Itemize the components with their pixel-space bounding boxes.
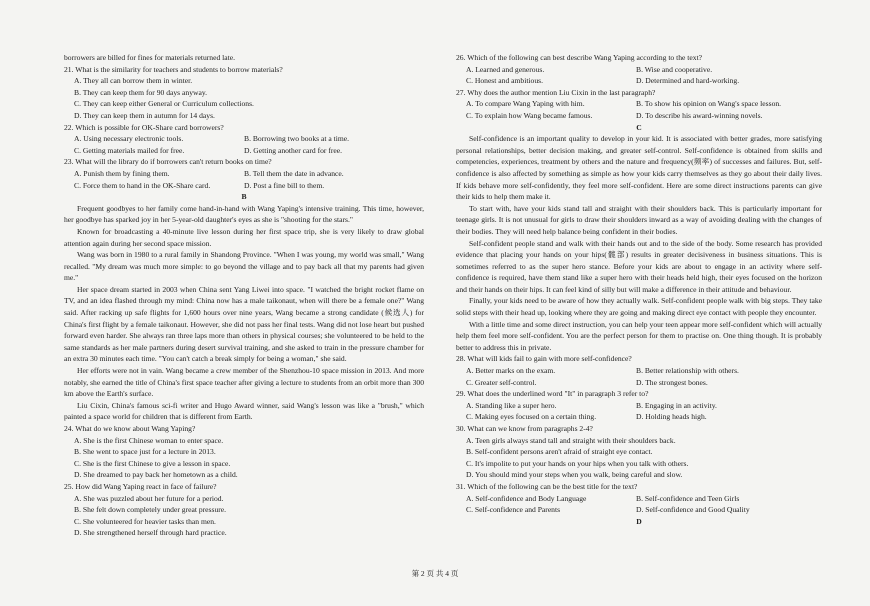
option-29b: B. Engaging in an activity. bbox=[636, 400, 717, 410]
option-29c: C. Making eyes focused on a certain thing. bbox=[466, 412, 597, 422]
option-23b: B. Tell them the date in advance. bbox=[244, 168, 344, 178]
option-21c: C. They can keep either General or Curriculum collections. bbox=[74, 99, 254, 109]
options-29-row2 bbox=[456, 411, 822, 423]
option-28b: B. Better relationship with others. bbox=[636, 366, 739, 376]
passage-b-paragraph-4: Her space dream started in 2003 when China sent Yang Liwei into space. "I watched the bright rocket flame on TV, and an idea flashed through my mind: China now has a male taikonaut, when will there be a female one?" Wang said. After racking up safe flights for 1,600 hours over nine years, Wang became a strong candidate (候选人) for China's first flight by a female taikonaut. However, she did not pass her final tests. Wang did not lose heart but pushed forward even harder. She always ran three laps more than others in physical courses; she volunteered to be held to the same standards as her male partners during desert survival training, and she asked to train in the pressure chamber for an extra 30 minutes each time. "You can't catch a break simply for being a woman," she said. bbox=[64, 284, 424, 364]
option-25a: A. She was puzzled about her future for a period. bbox=[74, 493, 224, 503]
options-27-row1 bbox=[456, 98, 822, 110]
lead-line: borrowers are billed for fines for materials returned late. bbox=[64, 53, 235, 62]
page-footer: 第 2 页 共 4 页 bbox=[411, 569, 459, 578]
option-23d: D. Post a fine bill to them. bbox=[244, 180, 325, 190]
passage-b-paragraph-6: Liu Cixin, China's famous sci-fi writer and Hugo Award winner, said Wang's lesson was like a "brush," which painted a space world for children that is different from Earth. bbox=[64, 400, 424, 422]
section-d-heading: D bbox=[636, 516, 642, 526]
option-27d: D. To describe his award-winning novels. bbox=[636, 110, 763, 120]
options-26-row1 bbox=[456, 64, 822, 76]
option-22b: B. Borrowing two books at a time. bbox=[244, 134, 350, 144]
options-26-row2 bbox=[456, 75, 822, 87]
option-22c: C. Getting materials mailed for free. bbox=[74, 145, 185, 155]
passage-c-paragraph-1: Self-confidence is an important quality to develop in your kid. It is associated with better grades, more satisfying personal relationships, better decision making, and greater self-control. Self-confidence is obtained from skills and competencies, experiences, treatment by others and the nature and frequency(频率) of successes and failures. But, self-confidence is also affected by something as simple as how your kids carry themselves as they go about their daily lives. If kids behave more self-confidently, they feel more self-confident. Here are some direct instructions parents can give their kids to help them make it. bbox=[456, 134, 822, 202]
passage-b-paragraph-3: Wang was born in 1980 to a rural family in Shandong Province. "When I was young, my world was small," Wang recalled. "My dream was much more simple: to go beyond the village and to pay back all that my parents had given me." bbox=[64, 250, 424, 283]
option-28a: A. Better marks on the exam. bbox=[466, 366, 556, 376]
options-22-row1 bbox=[64, 133, 424, 145]
option-26b: B. Wise and cooperative. bbox=[636, 64, 713, 74]
option-28c: C. Greater self-control. bbox=[466, 377, 537, 387]
option-26a: A. Learned and generous. bbox=[466, 64, 545, 74]
question-30-stem: 30. What can we know from paragraphs 2-4? bbox=[456, 424, 593, 433]
option-23a: A. Punish them by fining them. bbox=[74, 168, 170, 178]
section-c-heading: C bbox=[636, 122, 642, 132]
options-28-row1 bbox=[456, 365, 822, 377]
options-27-row2 bbox=[456, 110, 822, 122]
question-28-stem: 28. What will kids fail to gain with more self-confidence? bbox=[456, 354, 632, 364]
option-21a: A. They all can borrow them in winter. bbox=[74, 76, 193, 86]
option-31d: D. Self-confidence and Good Quality bbox=[636, 505, 750, 515]
passage-c-paragraph-4: Finally, your kids need to be aware of how they actually walk. Self-confident people walk with big steps. They take solid steps with their head up, looking where they are going and making direct eye contact with people they encounter. bbox=[456, 296, 822, 318]
option-23c: C. Force them to hand in the OK-Share card. bbox=[74, 180, 211, 190]
option-24d: D. She dreamed to pay back her hometown as a child. bbox=[74, 470, 238, 480]
option-24c: C. She is the first Chinese to give a lesson in space. bbox=[74, 458, 231, 468]
option-21d: D. They can keep them in autumn for 14 days. bbox=[74, 110, 215, 120]
question-22-stem: 22. Which is possible for OK-Share card borrowers? bbox=[64, 122, 224, 132]
passage-b-paragraph-2: Known for broadcasting a 40-minute live lesson during her first space trip, she is very likely to draw global attention again during her second space mission. bbox=[64, 226, 424, 248]
passage-b-paragraph-5: Her efforts were not in vain. Wang became a crew member of the Shenzhou-10 space mission in 2013. And more notably, she earned the title of China's first space teacher after giving a lecture to students from an orbit more than 300 km above the Earth's surface. bbox=[64, 366, 424, 399]
question-21-stem: 21. What is the similarity for teachers and students to borrow materials? bbox=[64, 64, 283, 74]
passage-c-paragraph-5: With a little time and some direct instruction, you can help your teen appear more self-confident which will actually help them feel more self-confident. You are the perfect person for them to practise on. One thing though. It is probably better to address this in private. bbox=[456, 319, 822, 352]
options-31-row1 bbox=[456, 493, 822, 505]
options-31-row2 bbox=[456, 504, 822, 516]
options-22-row2 bbox=[64, 145, 424, 157]
option-31c: C. Self-confidence and Parents bbox=[466, 505, 561, 515]
option-24b: B. She went to space just for a lecture in 2013. bbox=[74, 447, 216, 457]
question-29-stem: 29. What does the underlined word "It" in paragraph 3 refer to? bbox=[456, 389, 649, 399]
option-26d: D. Determined and hard-working. bbox=[636, 76, 740, 86]
option-25c: C. She volunteered for heavier tasks than men. bbox=[74, 516, 216, 526]
right-column bbox=[456, 52, 822, 527]
left-column bbox=[64, 52, 424, 539]
option-30d: D. You should mind your steps when you walk, being careful and slow. bbox=[466, 470, 683, 480]
passage-c-paragraph-3: Self-confident people stand and walk with their hands out and to the side of the body. Some research has provided evidence that placing your hands on your hips(髋部) results in greater decisiveness in business situations. This is sometimes referred to as the super hero stance. Before your kids are about to engage in an activity where self-confidence is required, have them stand like a super hero with their heads held high, their eyes focused on the horizon and their hands on their hips. It can feel kind of silly but will make a difference in their attitude and behaviour. bbox=[456, 238, 822, 294]
question-27-stem: 27. Why does the author mention Liu Cixin in the last paragraph? bbox=[456, 87, 656, 97]
passage-c-paragraph-2: To start with, have your kids stand tall and straight with their shoulders back. This is particularly important for teenage girls. It is not unusual for girls to draw their shoulders inward as a way of avoiding dealing with the changes of their bodies. They will need help balance being confident in their bodies. bbox=[456, 203, 822, 236]
question-25-stem: 25. How did Wang Yaping react in face of failure? bbox=[64, 481, 217, 491]
option-25d: D. She strengthened herself through hard practice. bbox=[74, 528, 227, 538]
question-23-stem: 23. What will the library do if borrowers can't return books on time? bbox=[64, 157, 272, 167]
option-26c: C. Honest and ambitious. bbox=[466, 76, 543, 86]
option-31b: B. Self-confidence and Teen Girls bbox=[636, 493, 740, 503]
option-28d: D. The strongest bones. bbox=[636, 377, 708, 387]
option-22a: A. Using necessary electronic tools. bbox=[74, 134, 184, 144]
option-27b: B. To show his opinion on Wang's space lesson. bbox=[636, 99, 782, 109]
question-26-stem: 26. Which of the following can best describe Wang Yaping according to the text? bbox=[456, 53, 703, 62]
option-27c: C. To explain how Wang became famous. bbox=[466, 110, 593, 120]
question-31-stem: 31. Which of the following can be the best title for the text? bbox=[456, 481, 638, 491]
options-28-row2 bbox=[456, 377, 822, 389]
options-23-row1 bbox=[64, 168, 424, 180]
option-25b: B. She felt down completely under great pressure. bbox=[74, 505, 227, 515]
option-30b: B. Self-confident persons aren't afraid of straight eye contact. bbox=[466, 447, 653, 457]
option-29d: D. Holding heads high. bbox=[636, 412, 707, 422]
options-23-row2 bbox=[64, 180, 424, 192]
passage-b-paragraph-1: Frequent goodbyes to her family come hand-in-hand with Wang Yaping's intensive training. This time, however, her goodbye has sparked joy in her 5-year-old daughter's eyes as she is "shooting for the stars." bbox=[64, 203, 424, 225]
option-30a: A. Teen girls always stand tall and straight with their shoulders back. bbox=[466, 435, 676, 445]
options-29-row1 bbox=[456, 400, 822, 412]
question-24-stem: 24. What do we know about Wang Yaping? bbox=[64, 424, 196, 433]
option-27a: A. To compare Wang Yaping with him. bbox=[466, 99, 585, 109]
option-29a: A. Standing like a super hero. bbox=[466, 400, 557, 410]
option-24a: A. She is the first Chinese woman to enter space. bbox=[74, 435, 224, 445]
option-31a: A. Self-confidence and Body Language bbox=[466, 493, 587, 503]
option-30c: C. It's impolite to put your hands on your hips when you talk with others. bbox=[466, 458, 689, 468]
option-21b: B. They can keep them for 90 days anyway. bbox=[74, 87, 208, 97]
option-22d: D. Getting another card for free. bbox=[244, 145, 343, 155]
section-b-heading: B bbox=[241, 192, 247, 202]
